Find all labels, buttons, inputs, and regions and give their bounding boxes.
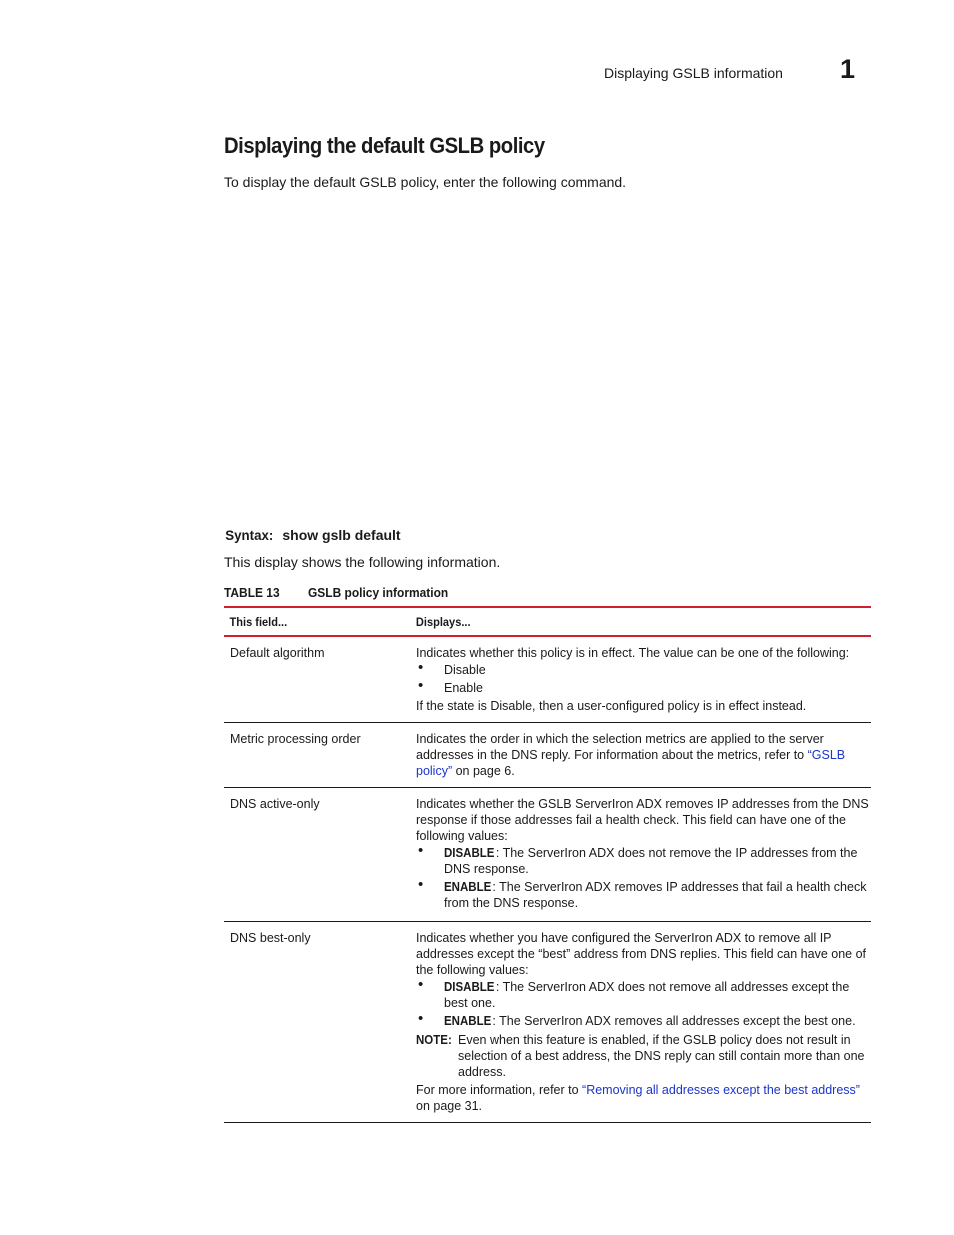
field-name: DNS active-only bbox=[230, 797, 320, 811]
list-item bbox=[416, 1013, 871, 1029]
description-text: Indicates whether you have configured the ServerIron ADX to remove all IP addresses except the “best” address from DNS replies. This field can have one of the following values: bbox=[416, 931, 866, 977]
list-item: • Enable bbox=[416, 680, 871, 696]
field-description bbox=[415, 930, 871, 1114]
field-description bbox=[415, 731, 871, 779]
value-text: : The ServerIron ADX does not remove all addresses except the best one. bbox=[444, 980, 850, 1010]
display-info-paragraph: This display shows the following information. bbox=[224, 554, 501, 570]
table-caption bbox=[224, 585, 460, 600]
value-keyword: ENABLE bbox=[444, 1014, 492, 1028]
field-name: Default algorithm bbox=[230, 646, 325, 660]
table-row bbox=[224, 637, 871, 723]
gslb-policy-table bbox=[224, 606, 871, 1123]
value-keyword: DISABLE bbox=[444, 846, 495, 860]
value-text: : The ServerIron ADX removes IP addresses that fail a health check from the DNS response. bbox=[444, 880, 867, 910]
column-header-field: This field... bbox=[229, 614, 288, 629]
page-heading: Displaying the default GSLB policy bbox=[224, 133, 545, 158]
table-header-row bbox=[224, 608, 871, 635]
table-number: TABLE 13 bbox=[224, 585, 280, 600]
note-text: Even when this feature is enabled, if the GSLB policy does not result in selection of a best address, the DNS reply can still contain more than one address. bbox=[458, 1033, 865, 1079]
note-block bbox=[416, 1032, 871, 1080]
value-list bbox=[416, 845, 871, 911]
table-row bbox=[224, 788, 871, 922]
value-text: : The ServerIron ADX does not remove the IP addresses from the DNS response. bbox=[444, 846, 858, 876]
table-row bbox=[224, 922, 871, 1123]
list-item bbox=[416, 845, 871, 877]
more-info-suffix: on page 31. bbox=[416, 1099, 483, 1113]
syntax-command: show gslb default bbox=[282, 527, 401, 543]
description-text: Indicates whether the GSLB ServerIron ADX removes IP addresses from the DNS response if those addresses fail a health check. This field can have one of the following values: bbox=[416, 797, 869, 843]
gslb-policy-link[interactable]: “GSLB policy” bbox=[416, 748, 846, 778]
value-list bbox=[416, 979, 871, 1029]
value-keyword: DISABLE bbox=[444, 980, 495, 994]
intro-paragraph: To display the default GSLB policy, enter the following command. bbox=[224, 174, 627, 190]
list-item bbox=[416, 979, 871, 1011]
field-name: DNS best-only bbox=[230, 931, 311, 945]
description-text: Indicates the order in which the selection metrics are applied to the server addresses in the DNS reply. For information about the metrics, refer to bbox=[416, 732, 824, 762]
removing-addresses-link[interactable]: “Removing all addresses except the best address” bbox=[582, 1083, 860, 1097]
column-header-displays: Displays... bbox=[415, 614, 471, 629]
list-item bbox=[416, 879, 871, 911]
description-text: Indicates whether this policy is in effect. The value can be one of the following: bbox=[416, 646, 850, 660]
field-description bbox=[415, 796, 871, 913]
note-label: NOTE: bbox=[416, 1033, 452, 1047]
value-list bbox=[416, 662, 871, 696]
value-text: : The ServerIron ADX removes all addresses except the best one. bbox=[492, 1014, 856, 1028]
value-keyword: ENABLE bbox=[444, 880, 492, 894]
field-name: Metric processing order bbox=[230, 732, 361, 746]
syntax-label: Syntax: bbox=[225, 527, 274, 543]
table-title: GSLB policy information bbox=[308, 585, 449, 600]
description-after: If the state is Disable, then a user-configured policy is in effect instead. bbox=[416, 699, 807, 713]
more-info-prefix: For more information, refer to bbox=[416, 1083, 583, 1097]
more-info bbox=[416, 1082, 871, 1114]
link-suffix: on page 6. bbox=[452, 764, 515, 778]
table-row bbox=[224, 723, 871, 788]
syntax-line bbox=[224, 527, 401, 543]
chapter-number: 1 bbox=[840, 54, 856, 84]
list-item: • Disable bbox=[416, 662, 871, 678]
field-description bbox=[415, 645, 871, 714]
running-header-title: Displaying GSLB information bbox=[604, 65, 783, 81]
